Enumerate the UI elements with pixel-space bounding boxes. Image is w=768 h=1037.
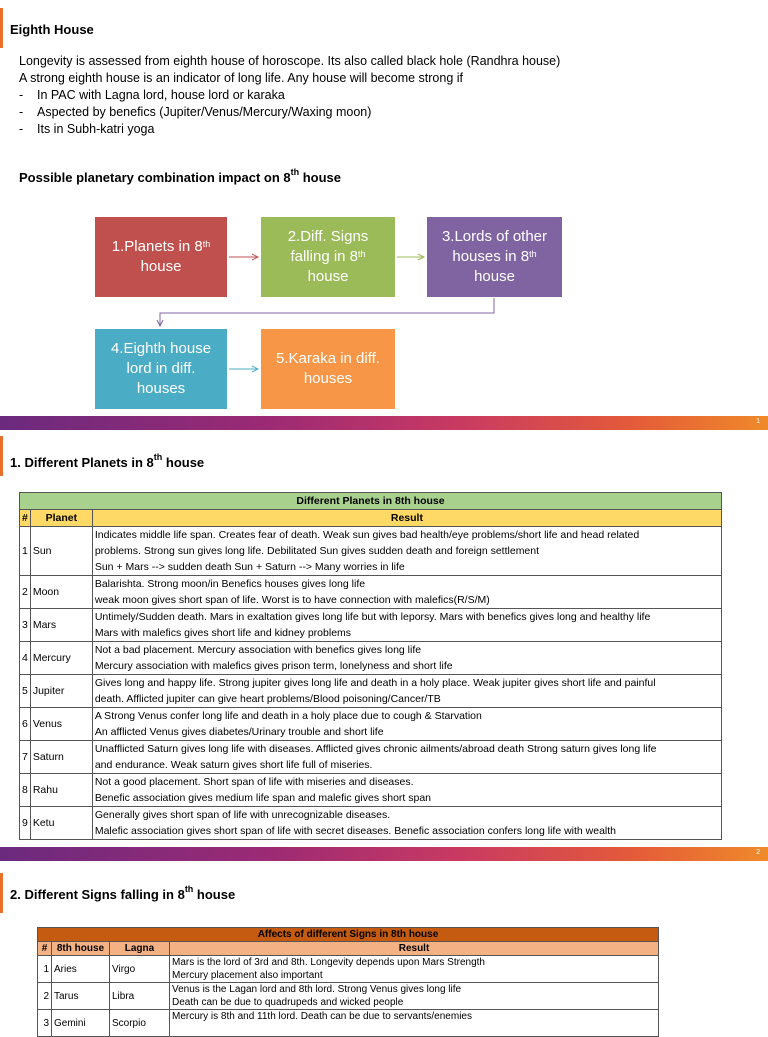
slide-accent bbox=[0, 8, 3, 48]
planet-name: Saturn bbox=[30, 741, 92, 774]
result-line: Mercury is 8th and 11th lord. Death can be due to servants/enemies bbox=[172, 1011, 472, 1022]
slide-1 bbox=[0, 0, 768, 416]
column-header: # bbox=[20, 510, 31, 527]
result-cell bbox=[170, 983, 659, 1010]
section-title bbox=[10, 884, 236, 902]
slide-3 bbox=[0, 861, 768, 1029]
page-title: Eighth House bbox=[10, 22, 94, 37]
planet-name: Rahu bbox=[30, 774, 92, 807]
title-text-end: house bbox=[162, 455, 205, 470]
row-number: 3 bbox=[38, 1010, 52, 1037]
result-cell bbox=[92, 609, 721, 642]
result-line: Balarishta. Strong moon/in Benefics houses gives long life bbox=[94, 578, 366, 590]
subtitle-sup: th bbox=[290, 167, 300, 177]
result-cell bbox=[92, 741, 721, 774]
house-sign: Aries bbox=[52, 956, 110, 983]
row-number: 3 bbox=[20, 609, 31, 642]
result-line: Mars with malefics gives short life and kidney problems bbox=[94, 627, 352, 639]
planet-name: Moon bbox=[30, 576, 92, 609]
result-line: Not a good placement. Short span of life with miseries and diseases. bbox=[94, 776, 414, 788]
page-number: 2 bbox=[756, 849, 760, 856]
result-cell bbox=[92, 807, 721, 840]
combo-box-signs: 2.Diff. Signs falling in 8th house bbox=[261, 217, 395, 297]
result-cell bbox=[92, 774, 721, 807]
table-caption: Different Planets in 8th house bbox=[20, 493, 722, 510]
table-caption: Affects of different Signs in 8th house bbox=[38, 928, 659, 942]
result-cell bbox=[92, 642, 721, 675]
house-sign: Tarus bbox=[52, 983, 110, 1010]
result-line: Untimely/Sudden death. Mars in exaltation gives long life but with leporsy. Mars with benefics gives long and healthy life bbox=[94, 611, 651, 623]
planet-name: Jupiter bbox=[30, 675, 92, 708]
column-header: 8th house bbox=[52, 942, 110, 956]
signs-table bbox=[37, 927, 659, 1037]
result-cell bbox=[170, 1010, 659, 1037]
row-number: 7 bbox=[20, 741, 31, 774]
result-line: Malefic association gives short span of life with secret diseases. Benefic association confers long life with wealth bbox=[94, 825, 617, 837]
page-number: 1 bbox=[756, 418, 760, 425]
column-header: Planet bbox=[30, 510, 92, 527]
combo-box-planets: 1.Planets in 8th house bbox=[95, 217, 227, 297]
result-line: weak moon gives short span of life. Worst is to have connection with malefics(R/S/M) bbox=[94, 594, 490, 606]
row-number: 4 bbox=[20, 642, 31, 675]
slide-footer-band bbox=[0, 847, 768, 861]
combo-box-lords: 3.Lords of other houses in 8th house bbox=[427, 217, 562, 297]
row-number: 5 bbox=[20, 675, 31, 708]
bullet-item: - Aspected by benefics (Jupiter/Venus/Mercury/Waxing moon) bbox=[19, 104, 560, 121]
title-sup: th bbox=[153, 452, 163, 462]
table-row bbox=[20, 774, 722, 807]
lagna-sign: Virgo bbox=[110, 956, 170, 983]
planet-name: Sun bbox=[30, 527, 92, 576]
result-line: Gives long and happy life. Strong jupiter gives long life and death in a holy place. Weak jupiter gives short life and painful bbox=[94, 677, 656, 689]
planet-name: Mars bbox=[30, 609, 92, 642]
result-line: A Strong Venus confer long life and death in a holy place due to cough & Starvation bbox=[94, 710, 482, 722]
planet-name: Ketu bbox=[30, 807, 92, 840]
lagna-sign: Scorpio bbox=[110, 1010, 170, 1037]
slide-accent bbox=[0, 436, 3, 476]
table-row bbox=[38, 983, 659, 1010]
subtitle-text: Possible planetary combination impact on 8 bbox=[19, 170, 291, 185]
result-cell bbox=[92, 527, 721, 576]
intro-line: A strong eighth house is an indicator of long life. Any house will become strong if bbox=[19, 71, 464, 85]
table-row bbox=[20, 527, 722, 576]
result-line: Indicates middle life span. Creates fear of death. Weak sun gives bad health/eye problems/short life and head related bbox=[94, 529, 640, 541]
slide-accent bbox=[0, 873, 3, 913]
result-line: Not a bad placement. Mercury association with benefics gives long life bbox=[94, 644, 422, 656]
planet-name: Mercury bbox=[30, 642, 92, 675]
column-header: # bbox=[38, 942, 52, 956]
slide-2 bbox=[0, 430, 768, 847]
result-line: Unafflicted Saturn gives long life with diseases. Afflicted gives chronic ailments/abroad death Strong saturn gives long life bbox=[94, 743, 657, 755]
arrow-2-to-3 bbox=[397, 254, 424, 260]
title-text: 1. Different Planets in 8 bbox=[10, 455, 154, 470]
planets-table bbox=[19, 492, 722, 840]
table-row bbox=[38, 1010, 659, 1037]
row-number: 1 bbox=[20, 527, 31, 576]
table-row bbox=[38, 956, 659, 983]
bullet-item: - In PAC with Lagna lord, house lord or karaka bbox=[19, 87, 560, 104]
arrow-3-to-4 bbox=[157, 298, 494, 326]
row-number: 8 bbox=[20, 774, 31, 807]
row-number: 6 bbox=[20, 708, 31, 741]
title-text: 2. Different Signs falling in 8 bbox=[10, 887, 185, 902]
result-line: death. Afflicted jupiter can give heart problems/Blood poisoning/Cancer/TB bbox=[94, 693, 441, 705]
arrow-1-to-2 bbox=[229, 254, 258, 260]
result-line: Mars is the lord of 3rd and 8th. Longevity depends upon Mars Strength bbox=[172, 957, 485, 968]
result-line: Benefic association gives medium life span and malefic gives short span bbox=[94, 792, 432, 804]
title-text-end: house bbox=[193, 887, 236, 902]
result-line: Sun + Mars --> sudden death Sun + Saturn --> Many worries in life bbox=[94, 561, 405, 573]
column-header: Result bbox=[92, 510, 721, 527]
row-number: 9 bbox=[20, 807, 31, 840]
result-line: Death can be due to quadrupeds and wicked people bbox=[172, 997, 404, 1008]
intro-text bbox=[19, 53, 560, 138]
result-cell bbox=[92, 576, 721, 609]
table-row bbox=[20, 642, 722, 675]
table-row bbox=[20, 609, 722, 642]
section-subtitle bbox=[19, 167, 342, 185]
result-cell bbox=[92, 708, 721, 741]
subtitle-text-end: house bbox=[299, 170, 342, 185]
table-row bbox=[20, 741, 722, 774]
column-header: Lagna bbox=[110, 942, 170, 956]
house-sign: Gemini bbox=[52, 1010, 110, 1037]
combo-box-karaka: 5.Karaka in diff. houses bbox=[261, 329, 395, 409]
result-cell bbox=[92, 675, 721, 708]
result-line: Venus is the Lagan lord and 8th lord. Strong Venus gives long life bbox=[172, 984, 462, 995]
slide-footer-band bbox=[0, 416, 768, 430]
result-line: Mercury placement also important bbox=[172, 970, 323, 981]
table-row bbox=[20, 675, 722, 708]
bullet-item: - Its in Subh-katri yoga bbox=[19, 121, 560, 138]
title-sup: th bbox=[184, 884, 194, 894]
section-title bbox=[10, 452, 205, 470]
table-row bbox=[20, 708, 722, 741]
table-row bbox=[20, 807, 722, 840]
row-number: 1 bbox=[38, 956, 52, 983]
result-line: and endurance. Weak saturn gives short life full of miseries. bbox=[94, 759, 373, 771]
table-row bbox=[20, 576, 722, 609]
column-header: Result bbox=[170, 942, 659, 956]
result-line bbox=[172, 1023, 656, 1036]
arrow-4-to-5 bbox=[229, 366, 258, 372]
planet-name: Venus bbox=[30, 708, 92, 741]
result-line: Generally gives short span of life with unrecognizable diseases. bbox=[94, 809, 391, 821]
row-number: 2 bbox=[38, 983, 52, 1010]
result-line: Mercury association with malefics gives prison term, lonelyness and short life bbox=[94, 660, 453, 672]
row-number: 2 bbox=[20, 576, 31, 609]
result-line: An afflicted Venus gives diabetes/Urinary trouble and short life bbox=[94, 726, 384, 738]
lagna-sign: Libra bbox=[110, 983, 170, 1010]
result-line: problems. Strong sun gives long life. Debilitated Sun gives sudden death and foreign settlement bbox=[94, 545, 540, 557]
result-cell bbox=[170, 956, 659, 983]
combo-box-eighth-lord: 4.Eighth house lord in diff. houses bbox=[95, 329, 227, 409]
intro-line: Longevity is assessed from eighth house of horoscope. Its also called black hole (Randhra house) bbox=[19, 54, 561, 68]
